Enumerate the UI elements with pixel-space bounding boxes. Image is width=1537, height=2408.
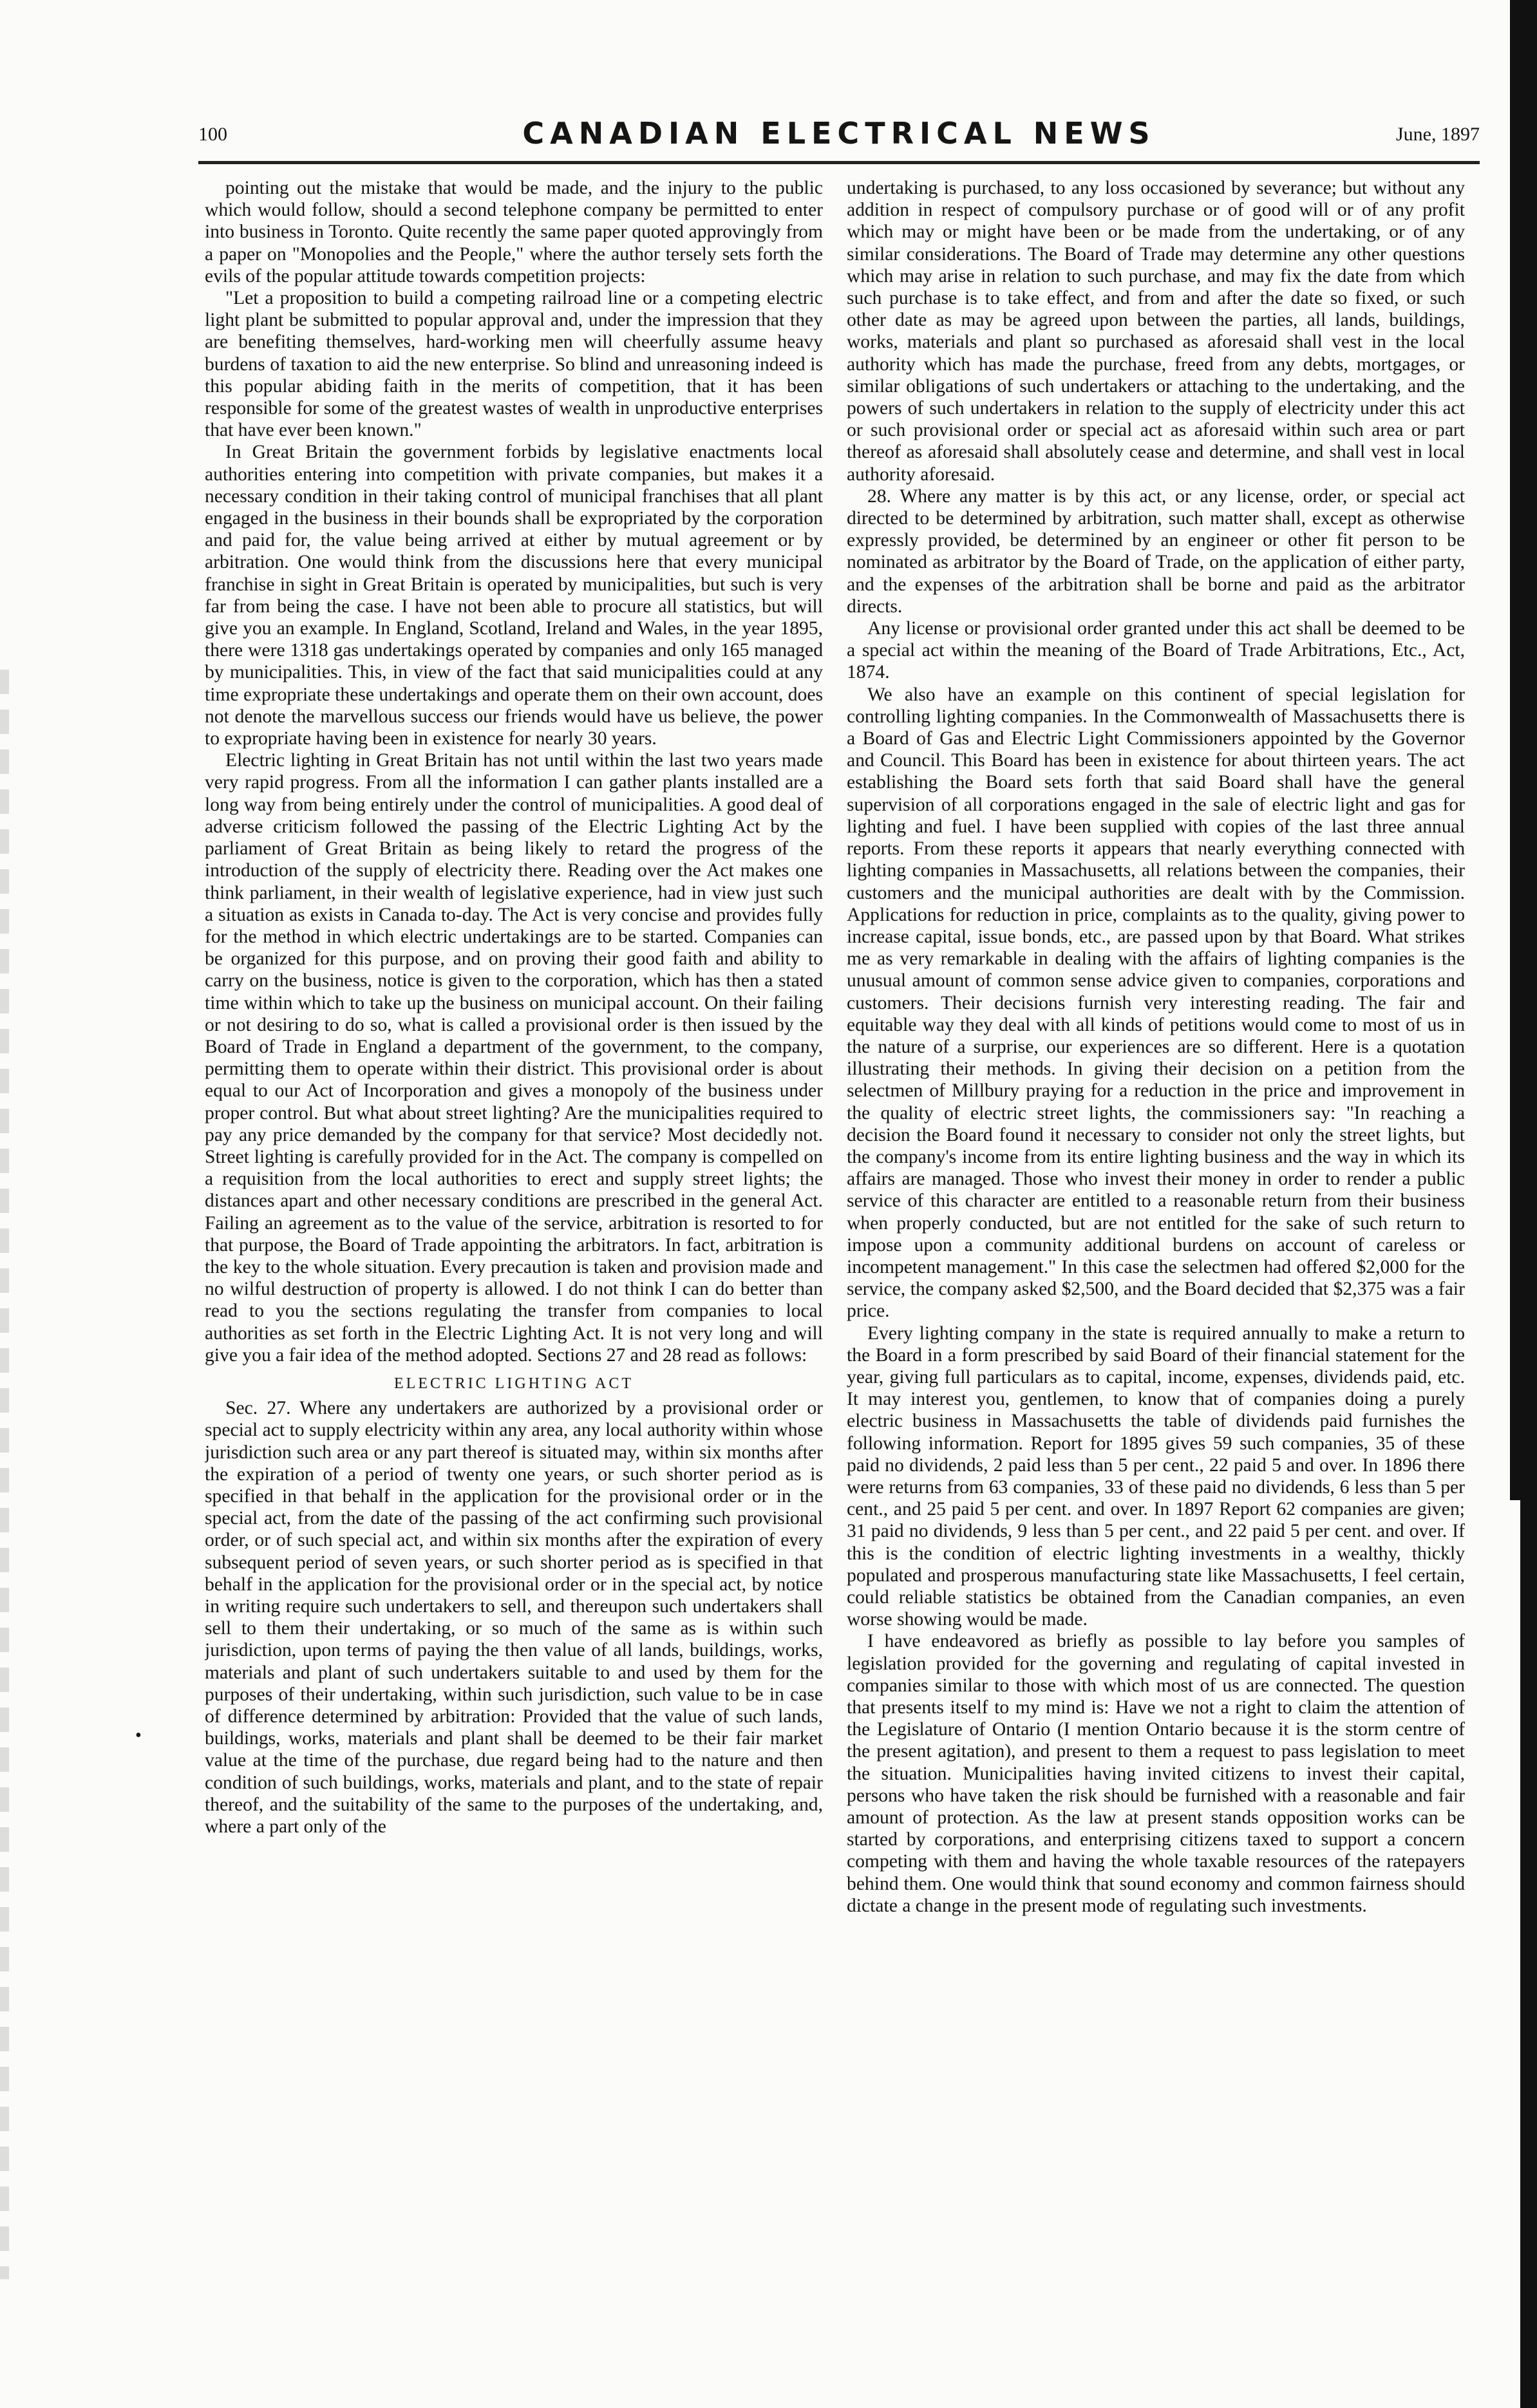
- margin-scan-marks: [0, 670, 9, 2279]
- issue-date: June, 1897: [1396, 124, 1480, 145]
- paragraph: We also have an example on this continent of special legislation for controlling lighting companies. In the Commonwealth of Massachusetts there is a Board of Gas and Electric Light Commissioners appointed by the Governor and Council. This Board has been in existence for about thirteen years. The act establishing the Board sets forth that said Board shall have the general supervision of all corporations engaged in the sale of electric light and gas for lighting and fuel. I have been supplied with copies of the last three annual reports. From these reports it appears that nearly everything connected with lighting companies in Massachusetts, all relations between the companies, their customers and the municipal authorities are dealt with by the Commission. Applications for reduction in price, complaints as to the quality, giving power to increase capital, issue bonds, etc., are passed upon by that Board. What strikes me as very remarkable in dealing with the affairs of lighting companies is the unusual amount of common sense advice given to companies, corporations and customers. Their decisions furnish very interesting reading. The fair and equitable way they deal with all kinds of petitions would come to most of us in the nature of a surprise, our experiences are so different. Here is a quotation illustrating their methods. In giving their decision on a petition from the selectmen of Millbury praying for a reduction in the price and improvement in the quality of electric street lights, the commissioners say: "In reaching a decision the Board found it necessary to consider not only the street lights, but the company's income from its entire lighting business and the way in which its affairs are managed. Those who invest their money in order to render a public service of this character are entitled to a reasonable return from their business when properly conducted, but are not entitled for the sake of such return to impose upon a community additional burdens on account of careless or incompetent management." In this case the selectmen had offered $2,000 for the service, the company asked $2,500, and the Board decided that $2,375 was a fair price.: [847, 684, 1465, 1322]
- page-edge-bar: [1510, 0, 1537, 2408]
- page-number: 100: [198, 124, 227, 145]
- masthead-title: CANADIAN ELECTRICAL NEWS: [522, 116, 1156, 151]
- margin-bullet: •: [135, 1726, 142, 1745]
- page-header: [198, 116, 1480, 157]
- paragraph: I have endeavored as briefly as possible to lay before you samples of legislation provided for the governing and regulating of capital invested in companies similar to those with which most of us are connected. The question that presents itself to my mind is: Have we not a right to claim the attention of the Legislature of Ontario (I mention Ontario because it is the storm centre of the present agitation), and present to them a request to pass legislation to meet the situation. Municipalities having invited citizens to invest their capital, persons who have taken the risk should be furnished with a reasonable and fair amount of protection. As the law at present stands opposition works can be started by corporations, and enterprising citizens taxed to support a concern competing with them and having the whole taxable resources of the ratepayers behind them. One would think that sound economy and common fairness should dictate a change in the present mode of regulating such investments.: [847, 1631, 1465, 1916]
- act-section-27: Sec. 27. Where any undertakers are authorized by a provisional order or special act to supply electricity within any area, any local authority within whose jurisdiction such area or any part thereof is situated may, within six months after the expiration of a period of twenty one years, or such shorter period as is specified in that behalf in the application for the provisional order or in the special act, from the date of the passing of the act confirming such provisional order, or of such special act, and within six months after the expiration of every subsequent period of seven years, or such shorter period as is specified in that behalf in the application for the provisional order or in the special act, by notice in writing require such undertakers to sell, and thereupon such undertakers shall sell to them their undertaking, or so much of the same as is within such jurisdiction, upon terms of paying the then value of all lands, buildings, works, materials and plant of such undertakers suitable to and used by them for the purposes of their undertaking, within such jurisdiction, such value to be in case of difference determined by arbitration: Provided that the value of such lands, buildings, works, materials and plant shall be deemed to be their fair market value at the time of the purchase, due regard being had to the nature and then condition of such buildings, works, materials and plant, and to the state of repair thereof, and the suitability of the same to the purposes of the undertaking, and, where a part only of the: [205, 1398, 823, 1838]
- paragraph: Electric lighting in Great Britain has not until within the last two years made very rapid progress. From all the information I can gather plants installed are a long way from being entirely under the control of municipalities. A good deal of adverse criticism followed the passing of the Electric Lighting Act by the parliament of Great Britain as being likely to retard the progress of the introduction of the supply of electricity there. Reading over the Act makes one think parliament, in their wealth of legislative experience, had in view just such a situation as exists in Canada to-day. The Act is very concise and provides fully for the method in which electric undertakings are to be started. Companies can be organized for this purpose, and on proving their good faith and ability to carry on the business, notice is given to the corporation, which has then a stated time within which to take up the business on municipal account. On their failing or not desiring to do so, what is called a provisional order is then issued by the Board of Trade in England a department of the government, to the company, permitting them to operate within their district. This provisional order is about equal to our Act of Incorporation and gives a monopoly of the business under proper control. But what about street lighting? Are the municipalities required to pay any price demanded by the company for that service? Most decidedly not. Street lighting is carefully provided for in the Act. The company is compelled on a requisition from the local authorities to erect and supply street lights; the distances apart and other necessary conditions are prescribed in the general Act. Failing an agreement as to the value of the service, arbitration is resorted to for that purpose, the Board of Trade appointing the arbitrators. In fact, arbitration is the key to the whole situation. Every precaution is taken and provision made and no wilful destruction of property is allowed. I do not think I can do better than read to you the sections regulating the transfer from companies to local authorities as set forth in the Electric Lighting Act. It is not very long and will give you a fair idea of the method adopted. Sections 27 and 28 read as follows:: [205, 750, 823, 1366]
- paragraph-continued: undertaking is purchased, to any loss occasioned by severance; but without any addition in respect of compulsory purchase or of good will or of any profit which may or might have been or be made from the undertaking, or of any similar considerations. The Board of Trade may determine any other questions which may arise in relation to such purchase, and may fix the date from which such purchase is to take effect, and from and after the date so fixed, or such other date as may be agreed upon between the parties, all lands, buildings, works, materials and plant so purchased as aforesaid shall vest in the local authority which has made the purchase, freed from any debts, mortgages, or similar obligations of such undertakers or attaching to the undertaking, and the powers of such undertakers in relation to the supply of electricity under this act or such provisional order or special act as aforesaid within such area or part thereof as aforesaid shall absolutely cease and determine, and shall vest in local authority aforesaid.: [847, 178, 1465, 485]
- left-column: [205, 177, 823, 2373]
- section-heading: ELECTRIC LIGHTING ACT: [394, 1375, 634, 1392]
- paragraph: Every lighting company in the state is required annually to make a return to the Board in a form prescribed by said Board of their financial statement for the year, giving full particulars as to capital, income, expenses, dividends paid, etc. It may interest you, gentlemen, to know that of companies doing a purely electric business in Massachusetts the table of dividends paid furnishes the following information. Report for 1895 gives 59 such companies, 35 of these paid no dividends, 2 paid less than 5 per cent., 22 paid 5 and over. In 1896 there were returns from 63 companies, 33 of these paid no dividends, 6 less than 5 per cent., and 25 paid 5 per cent. and over. In 1897 Report 62 companies are given; 31 paid no dividends, 9 less than 5 per cent., and 22 paid 5 per cent. and over. If this is the condition of electric lighting investments in a wealthy, thickly populated and prosperous manufacturing state like Massachusetts, I feel certain, could reliable statistics be obtained from the Canadian companies, an even worse showing would be made.: [847, 1322, 1465, 1630]
- act-section-28: 28. Where any matter is by this act, or any license, order, or special act directed to be determined by arbitration, such matter shall, except as otherwise expressly provided, be determined by an engineer or other fit person to be nominated as arbitrator by the Board of Trade, on the application of either party, and the expenses of the arbitration shall be borne and paid as the arbitrator directs.: [847, 485, 1465, 617]
- paragraph: In Great Britain the government forbids by legislative enactments local authorities entering into competition with private companies, but makes it a necessary condition in their taking control of municipal franchises that all plant engaged in the business in their bounds shall be expropriated by the corporation and paid for, the value being arrived at either by mutual agreement or by arbitration. One would think from the discussions here that every municipal franchise in sight in Great Britain is operated by municipalities, but such is very far from being the case. I have not been able to procure all statistics, but will give you an example. In England, Scotland, Ireland and Wales, in the year 1895, there were 1318 gas undertakings operated by companies and only 165 managed by municipalities. This, in view of the fact that said municipalities could at any time expropriate these undertakings and operate them on their own account, does not denote the marvellous success our friends would have us believe, the power to expropriate having been in existence for nearly 30 years.: [205, 442, 823, 749]
- quotation-paragraph: "Let a proposition to build a competing railroad line or a competing electric light plant be submitted to popular approval and, under the impression that they are benefiting themselves, hard-working men will cheerfully assume heavy burdens of taxation to aid the new enterprise. So blind and unreasoning indeed is this popular abiding faith in the merits of competition, that it has been responsible for some of the greatest wastes of wealth in unproductive enterprises that have ever been known.": [205, 288, 823, 441]
- header-rule: [198, 161, 1480, 164]
- paragraph: pointing out the mistake that would be made, and the injury to the public which would follow, should a second telephone company be permitted to enter into business in Toronto. Quite recently the same paper quoted approvingly from a paper on "Monopolies and the People," where the author tersely sets forth the evils of the popular attitude towards competition projects:: [205, 178, 823, 287]
- right-column: [847, 177, 1465, 2373]
- paragraph: Any license or provisional order granted under this act shall be deemed to be a special act within the meaning of the Board of Trade Arbitrations, Etc., Act, 1874.: [847, 618, 1465, 683]
